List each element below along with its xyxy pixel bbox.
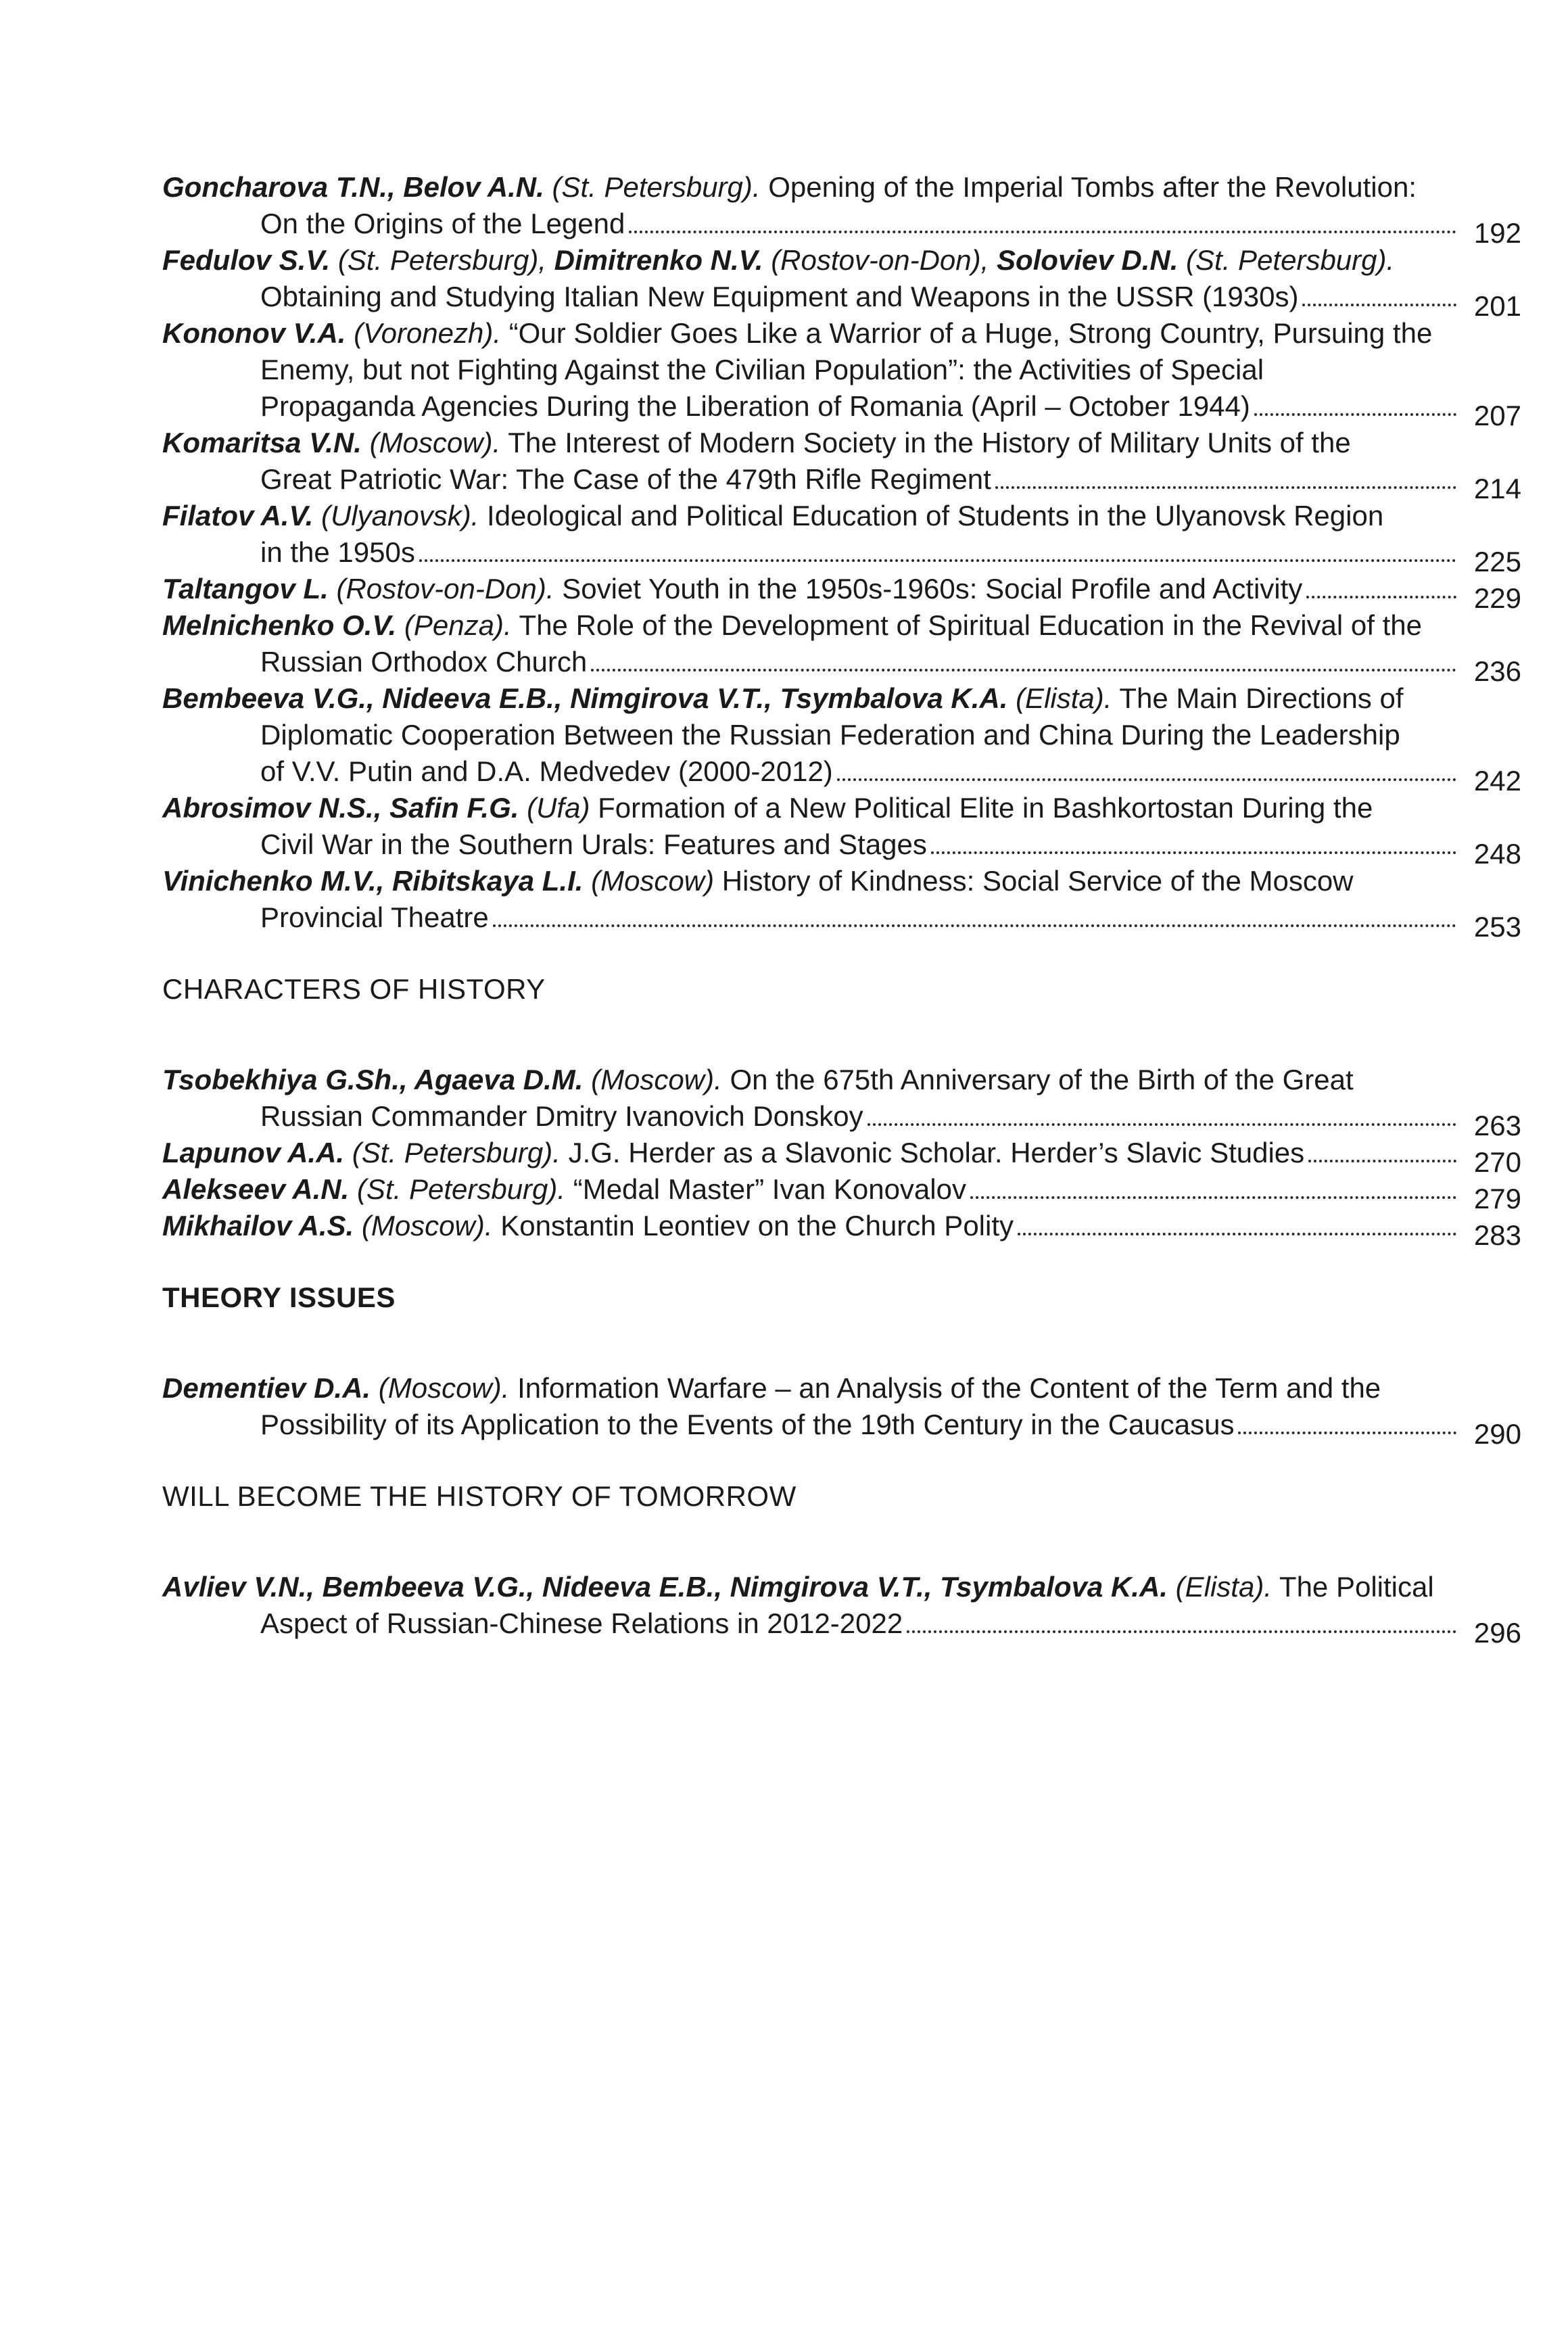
- entry-title-end: Obtaining and Studying Italian New Equipment and Weapons in the USSR (1930s): [260, 281, 1299, 312]
- entry-authors: Filatov A.V.: [162, 500, 314, 532]
- toc-entry: [162, 1171, 1521, 1214]
- page-number: 207: [1473, 400, 1521, 431]
- entry-city: (St. Petersburg).: [552, 171, 761, 203]
- entry-last-line: [260, 388, 1460, 425]
- entry-head: [162, 242, 1460, 279]
- toc-entry: [162, 1062, 1521, 1141]
- dot-leader: [1018, 1233, 1456, 1235]
- page-number: 283: [1473, 1219, 1521, 1251]
- entry-last-line: [162, 1135, 1460, 1171]
- entry-head: [162, 1569, 1460, 1605]
- page-number: 229: [1473, 582, 1521, 614]
- entry-authors: Soloviev D.N.: [996, 244, 1179, 276]
- entry-last-line: [260, 1605, 1460, 1642]
- entry-city: (Ufa): [527, 792, 590, 824]
- entry-city: (Elista).: [1016, 682, 1112, 714]
- toc-entry: [162, 242, 1521, 322]
- entry-head: [162, 169, 1460, 206]
- entry-city: (Moscow): [591, 865, 715, 897]
- entry-city: (Moscow).: [591, 1064, 722, 1095]
- dot-leader: [931, 851, 1456, 854]
- dot-leader: [837, 778, 1456, 781]
- entry-title-end: Provincial Theatre: [260, 901, 489, 933]
- toc-entry: [162, 425, 1521, 504]
- page-number: 290: [1473, 1418, 1521, 1450]
- entry-head: [162, 790, 1460, 826]
- entry-authors: Vinichenko M.V., Ribitskaya L.I.: [162, 865, 584, 897]
- toc-entry: [162, 169, 1521, 249]
- entry-title: On the 675th Anniversary of the Birth of the Great: [730, 1064, 1354, 1095]
- dot-leader: [995, 486, 1456, 489]
- entry-authors: Komaritsa V.N.: [162, 427, 362, 458]
- entry-head: [162, 680, 1460, 753]
- entry-authors: Mikhailov A.S.: [162, 1210, 354, 1242]
- toc-entry: [162, 607, 1521, 687]
- entry-city: (Elista).: [1175, 1571, 1272, 1603]
- entry-authors: Abrosimov N.S., Safin F.G.: [162, 792, 519, 824]
- entry-authors: Tsobekhiya G.Sh., Agaeva D.M.: [162, 1064, 584, 1095]
- entry-city: (Ulyanovsk).: [320, 500, 479, 532]
- entry-title-end: Propaganda Agencies During the Liberation of Romania (April – October 1944): [260, 390, 1250, 422]
- entry-last-line: [260, 1098, 1460, 1135]
- dot-leader: [591, 669, 1456, 671]
- entry-last-line: [260, 899, 1460, 936]
- entry-title: The Role of the Development of Spiritual Education in the Revival of the: [519, 609, 1422, 641]
- dot-leader: [1308, 1160, 1456, 1162]
- toc-entry: [162, 790, 1521, 870]
- entry-title: [162, 1208, 1014, 1244]
- entry-title: [162, 1171, 966, 1208]
- entry-head: [162, 1062, 1460, 1098]
- toc-entry: [162, 680, 1521, 797]
- entry-title-end: Possibility of its Application to the Events of the 19th Century in the Caucasus: [260, 1409, 1235, 1440]
- entry-title-text: J.G. Herder as a Slavonic Scholar. Herder’s Slavic Studies: [568, 1137, 1305, 1168]
- entry-last-line: [260, 644, 1460, 680]
- entry-authors: Dementiev D.A.: [162, 1372, 371, 1404]
- dot-leader: [629, 231, 1456, 233]
- page-number: 270: [1473, 1146, 1521, 1178]
- entry-authors: Bembeeva V.G., Nideeva E.B., Nimgirova V.T., Tsymbalova K.A.: [162, 682, 1008, 714]
- dot-leader: [493, 924, 1456, 927]
- entry-city: (Penza).: [404, 609, 512, 641]
- toc-entry: [162, 1370, 1521, 1450]
- entry-city: (Voronezh).: [354, 317, 502, 349]
- entry-title-text: Soviet Youth in the 1950s-1960s: Social Profile and Activity: [562, 573, 1303, 605]
- entry-title-end: Great Patriotic War: The Case of the 479th Rifle Regiment: [260, 463, 991, 495]
- entry-authors: Avliev V.N., Bembeeva V.G., Nideeva E.B., Nimgirova V.T., Tsymbalova K.A.: [162, 1571, 1168, 1603]
- page-number: 248: [1473, 838, 1521, 870]
- entry-city: (Moscow).: [361, 1210, 493, 1242]
- entry-city: (St. Petersburg).: [356, 1173, 566, 1205]
- entry-title: Formation of a New Political Elite in Bashkortostan During the: [598, 792, 1373, 824]
- dot-leader: [1254, 413, 1456, 416]
- dot-leader: [1306, 596, 1456, 598]
- entry-last-line: [162, 1208, 1460, 1244]
- entry-authors: Melnichenko O.V.: [162, 609, 397, 641]
- entry-title: “Our Soldier Goes Like a Warrior of a Huge, Strong Country, Pursuing the Enemy, but not Fighting Against the Civilian Population”: the Activities of Special: [260, 317, 1433, 385]
- entry-title-end: of V.V. Putin and D.A. Medvedev (2000-2012): [260, 755, 833, 787]
- entry-last-line: [260, 534, 1460, 571]
- toc-entry: [162, 1135, 1521, 1178]
- entry-last-line: [260, 1407, 1460, 1443]
- toc-entry: [162, 863, 1521, 943]
- dot-leader: [907, 1630, 1456, 1633]
- toc-entry: [162, 315, 1521, 431]
- entry-head: [162, 1370, 1460, 1407]
- entry-authors: Taltangov L.: [162, 573, 329, 605]
- section-heading: CHARACTERS OF HISTORY: [162, 973, 546, 1005]
- entry-title: Ideological and Political Education of Students in the Ulyanovsk Region: [487, 500, 1384, 532]
- page-number: 236: [1473, 655, 1521, 687]
- entry-title-end: Russian Commander Dmitry Ivanovich Donskoy: [260, 1100, 863, 1132]
- entry-title-text: Konstantin Leontiev on the Church Polity: [500, 1210, 1014, 1242]
- entry-title: History of Kindness: Social Service of the Moscow: [721, 865, 1354, 897]
- page-number: 225: [1473, 546, 1521, 577]
- entry-city: (St. Petersburg),: [337, 244, 546, 276]
- entry-last-line: [260, 461, 1460, 498]
- entry-last-line: [260, 826, 1460, 863]
- toc-entry: [162, 498, 1521, 577]
- entry-title: [162, 1135, 1305, 1171]
- entry-authors: Kononov V.A.: [162, 317, 346, 349]
- entry-head: [162, 863, 1460, 899]
- entry-last-line: [162, 1171, 1460, 1208]
- section-heading: THEORY ISSUES: [162, 1281, 396, 1313]
- page-number: 242: [1473, 765, 1521, 797]
- dot-leader: [1238, 1432, 1456, 1434]
- entry-title-end: Russian Orthodox Church: [260, 646, 588, 678]
- entry-city: (St. Petersburg).: [352, 1137, 561, 1168]
- entry-city: (Moscow).: [378, 1372, 510, 1404]
- page-number: 214: [1473, 473, 1521, 504]
- entry-title: The Main Directions of Diplomatic Cooperation Between the Russian Federation and China During the Leadership: [260, 682, 1404, 751]
- entry-city: (Moscow).: [369, 427, 501, 458]
- entry-head: [162, 498, 1460, 534]
- entry-authors: Dimitrenko N.V.: [554, 244, 763, 276]
- entry-title: The Interest of Modern Society in the History of Military Units of the: [508, 427, 1351, 458]
- entry-authors: Lapunov A.A.: [162, 1137, 345, 1168]
- page-number: 263: [1473, 1110, 1521, 1141]
- dot-leader: [1302, 304, 1456, 306]
- entry-title: [162, 571, 1303, 607]
- page-number: 279: [1473, 1183, 1521, 1214]
- entry-title-text: “Medal Master” Ivan Konovalov: [573, 1173, 966, 1205]
- dot-leader: [419, 559, 1456, 562]
- page-number: 192: [1473, 217, 1521, 249]
- page-number: 296: [1473, 1617, 1521, 1649]
- entry-title: Information Warfare – an Analysis of the Content of the Term and the: [517, 1372, 1381, 1404]
- page-number: 253: [1473, 911, 1521, 943]
- toc-entry: [162, 1569, 1521, 1649]
- entry-city: (St. Petersburg).: [1186, 244, 1395, 276]
- dot-leader: [970, 1196, 1456, 1199]
- entry-authors: Alekseev A.N.: [162, 1173, 350, 1205]
- entry-title-end: in the 1950s: [260, 536, 415, 568]
- entry-last-line: [260, 753, 1460, 790]
- page-number: 201: [1473, 290, 1521, 322]
- entry-last-line: [260, 206, 1460, 242]
- entry-title: Opening of the Imperial Tombs after the Revolution:: [768, 171, 1417, 203]
- entry-title-end: Aspect of Russian-Chinese Relations in 2012-2022: [260, 1607, 903, 1639]
- entry-head: [162, 425, 1460, 461]
- entry-authors: Fedulov S.V.: [162, 244, 331, 276]
- entry-title-end: Civil War in the Southern Urals: Features and Stages: [260, 828, 927, 860]
- section-heading: WILL BECOME THE HISTORY OF TOMORROW: [162, 1480, 797, 1512]
- toc-entry: [162, 571, 1521, 614]
- entry-city: (Rostov-on-Don).: [336, 573, 554, 605]
- entry-title-end: On the Origins of the Legend: [260, 208, 625, 239]
- dot-leader: [868, 1123, 1456, 1126]
- entry-head: [162, 607, 1460, 644]
- toc-entry: [162, 1208, 1521, 1251]
- entry-city: (Rostov-on-Don),: [771, 244, 989, 276]
- entry-authors: Goncharova T.N., Belov A.N.: [162, 171, 544, 203]
- entry-head: [162, 315, 1460, 388]
- entry-last-line: [260, 279, 1460, 315]
- table-of-contents: [162, 169, 1521, 1649]
- entry-last-line: [162, 571, 1460, 607]
- entry-title: The Political: [1279, 1571, 1434, 1603]
